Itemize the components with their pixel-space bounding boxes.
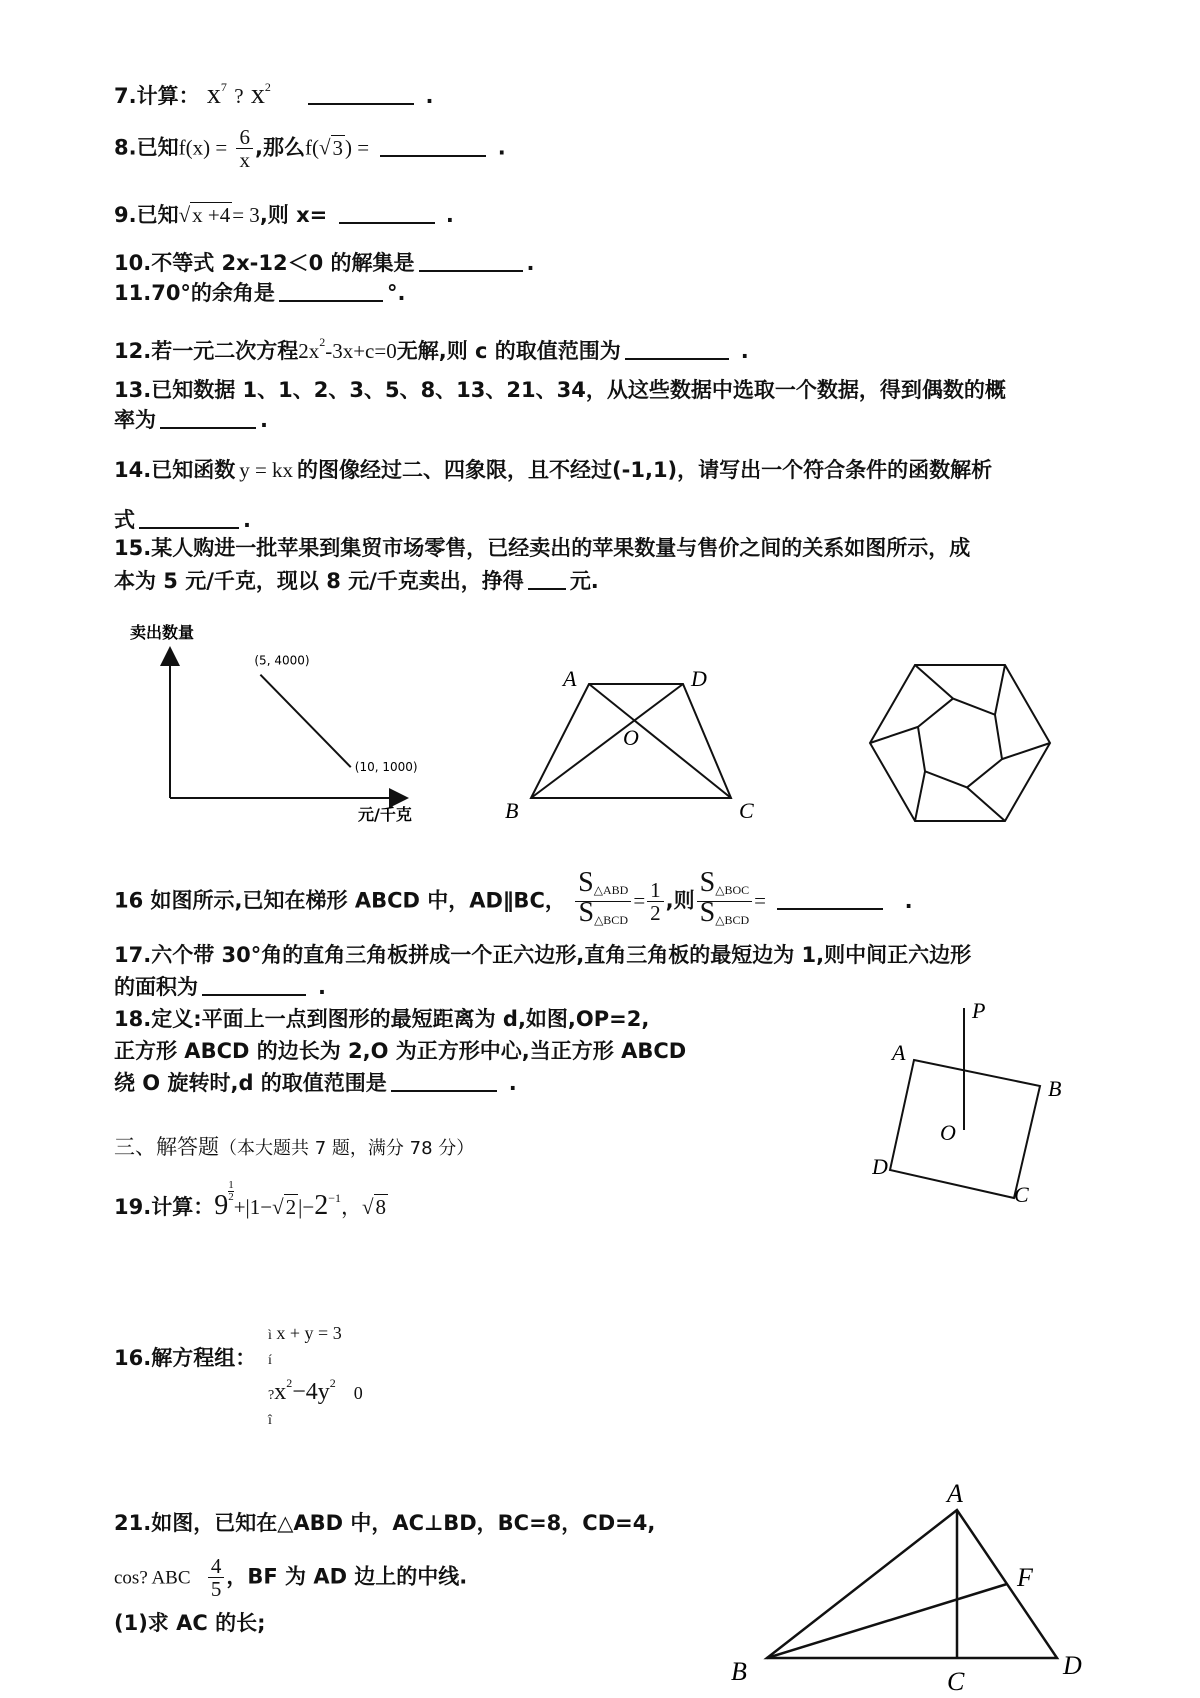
figure-trapezoid	[495, 670, 775, 830]
point-label: (10, 1000)	[354, 760, 418, 775]
radicand: 8	[375, 1195, 386, 1219]
question-11	[114, 278, 405, 308]
vertex-label-b: B	[1048, 1076, 1062, 1101]
question-14-line2	[114, 505, 251, 535]
question-number: 12.	[114, 339, 152, 363]
answer-blank	[777, 886, 883, 910]
question-label: 已知	[136, 135, 179, 160]
question-text: 如图所示,已知在梯形 ABCD 中，AD∥BC，	[150, 888, 566, 913]
figure-hexagon	[860, 648, 1060, 838]
figure-rotated-square	[872, 998, 1072, 1208]
question-19	[114, 1180, 388, 1222]
question-text: 绕 O 旋转时,d 的取值范围是	[114, 1071, 387, 1095]
point-label-c: C	[947, 1667, 965, 1694]
question-number: 21.	[114, 1511, 152, 1535]
question-text: 某人购进一批苹果到集贸市场零售，已经卖出的苹果数量与售价之间的关系如图所示，成	[151, 536, 971, 560]
fraction-denominator: x	[239, 148, 250, 172]
point-label-o: O	[940, 1120, 956, 1145]
equation-2-term: −4y	[292, 1379, 330, 1405]
math-expression: cos? ABC	[114, 1567, 191, 1589]
answer-blank	[625, 336, 729, 360]
inner-hexagon	[918, 699, 1002, 788]
point-label-p: P	[972, 998, 986, 1023]
median-bf	[767, 1584, 1007, 1658]
question-number: 16.	[114, 1346, 152, 1370]
answer-blank	[202, 972, 306, 996]
equation-2-exponent: 2	[329, 1376, 336, 1390]
question-end: .	[260, 408, 268, 432]
area-subscript: △ABD	[593, 883, 629, 897]
math-fraction	[208, 1555, 225, 1600]
point-label-f: F	[1017, 1563, 1033, 1592]
question-text: 已知数据 1、1、2、3、5、8、13、21、34，从这些数据中选取一个数据，得到偶数的概	[151, 378, 1006, 402]
question-text: 六个带 30°角的直角三角板拼成一个正六边形,直角三角板的最短边为 1,则中间正六边形	[151, 943, 972, 967]
triangle-edge	[915, 665, 953, 698]
triangle-edge	[995, 665, 1005, 715]
x-axis-label: 元/千克	[358, 805, 412, 824]
area-symbol: S	[699, 897, 716, 928]
vertex-label-a: A	[947, 1482, 963, 1508]
question-20	[114, 1343, 256, 1373]
question-12	[114, 327, 749, 366]
answer-blank	[380, 133, 486, 157]
question-text: 本为 5 元/千克，现以 8 元/千克卖出，挣得	[114, 569, 524, 593]
math-exponent: 7	[220, 80, 227, 94]
question-14	[114, 455, 992, 485]
question-21-line2	[114, 1555, 467, 1600]
question-number: 7.	[114, 84, 137, 108]
fraction-denominator	[575, 897, 631, 931]
fraction-denominator	[697, 897, 752, 931]
question-number: 19.	[114, 1195, 152, 1219]
question-text: ，BF 为 AD 边上的中线.	[226, 1564, 468, 1589]
math-expression: f(	[304, 135, 319, 160]
vertex-label-b: B	[505, 798, 519, 823]
question-18-line3	[114, 1068, 517, 1098]
hexagon-svg	[860, 648, 1060, 838]
math-expression: -3x+c=0	[325, 339, 397, 363]
question-end: .	[318, 975, 326, 999]
y-axis-label: 卖出数量	[130, 623, 195, 642]
question-number: 10.	[114, 251, 152, 275]
vertex-label-d: D	[691, 670, 707, 691]
vertex-label-a: A	[892, 1040, 906, 1065]
math-operator: ?	[234, 84, 244, 108]
math-base: x	[206, 79, 221, 110]
point-label-o: O	[623, 725, 639, 750]
exponent-denominator: 2	[228, 1191, 234, 1203]
math-exponent: 2	[319, 335, 326, 349]
question-17	[114, 940, 971, 970]
question-end: .	[445, 203, 454, 227]
equation-2-rhs: 0	[353, 1383, 363, 1403]
question-text: 正方形 ABCD 的边长为 2,O 为正方形中心,当正方形 ABCD	[114, 1039, 687, 1063]
question-text: 率为	[114, 408, 156, 432]
question-13-line2	[114, 405, 268, 435]
brace-part: ?	[268, 1388, 275, 1403]
question-number: 9.	[114, 203, 137, 227]
question-8	[114, 126, 506, 171]
question-text: 定义:平面上一点到图形的最短距离为 d,如图,OP=2,	[151, 1007, 650, 1031]
question-end: °.	[386, 281, 406, 305]
question-connector: ,则 x=	[259, 203, 328, 227]
question-end: .	[243, 508, 251, 532]
answer-blank	[139, 505, 239, 529]
math-exponent: −1	[328, 1191, 341, 1205]
fraction-denominator: 5	[210, 1577, 222, 1601]
question-label: 计算：	[136, 84, 200, 108]
radicand: 3	[332, 135, 343, 160]
question-18	[114, 1004, 649, 1034]
question-17-line2	[114, 972, 326, 1002]
vertex-label-d: D	[1063, 1651, 1082, 1680]
equals-sign: =	[754, 888, 766, 913]
question-21-part1	[114, 1608, 266, 1638]
math-exponent: 2	[264, 80, 271, 94]
question-text: 70°的余角是	[151, 281, 275, 305]
question-end: .	[508, 1071, 517, 1095]
system-row-1	[268, 1322, 363, 1347]
answer-blank	[528, 566, 566, 590]
question-number: 13.	[114, 378, 152, 402]
vertex-label-a: A	[563, 670, 577, 691]
question-number: 18.	[114, 1007, 152, 1031]
math-base: x	[250, 79, 265, 110]
triangle-edge	[915, 771, 925, 821]
question-number: 16	[114, 888, 144, 913]
question-end: .	[904, 888, 913, 913]
system-row-3	[268, 1372, 363, 1407]
fraction-numerator: 6	[236, 126, 253, 149]
half-fraction	[647, 879, 664, 924]
figure-sales-graph	[130, 620, 430, 825]
equation-1: x + y = 3	[276, 1323, 342, 1343]
triangle-outline	[767, 1510, 1057, 1658]
question-15-line2	[114, 566, 599, 596]
question-10	[114, 248, 535, 278]
equation-2-exponent: 2	[286, 1376, 293, 1390]
equals-sign: =	[633, 888, 646, 913]
section-note: （本大题共 7 题，满分 78 分）	[219, 1138, 475, 1159]
brace-part: î	[268, 1413, 272, 1428]
section-title: 三、解答题	[114, 1135, 219, 1159]
math-base: 2	[314, 1190, 329, 1221]
math-expression: ，	[340, 1195, 362, 1219]
question-text: 若一元二次方程	[151, 339, 299, 363]
area-subscript: △BCD	[594, 913, 628, 927]
math-expression: f(x) =	[178, 135, 228, 160]
triangle-edge	[967, 787, 1005, 820]
question-text: 的面积为	[114, 975, 198, 999]
question-text: (1)求 AC 的长;	[114, 1611, 266, 1635]
area-symbol: S	[699, 867, 716, 898]
question-9	[114, 200, 454, 230]
area-symbol: S	[578, 867, 594, 898]
question-number: 11.	[114, 281, 152, 305]
question-text: 的图像经过二、四象限，且不经过(-1,1)，请写出一个符合条件的函数解析	[297, 458, 993, 482]
answer-blank	[279, 278, 383, 302]
question-end: .	[497, 135, 506, 160]
trapezoid-svg	[495, 670, 775, 830]
math-expression: = 3	[232, 203, 260, 227]
ratio-fraction	[697, 867, 752, 931]
system-row-4	[268, 1407, 363, 1432]
ratio-fraction	[575, 867, 631, 931]
radical-sign: √	[361, 1195, 374, 1219]
fraction-numerator: 4	[208, 1555, 225, 1578]
math-fraction	[236, 126, 253, 171]
radicand: 2	[285, 1195, 297, 1219]
square-svg	[872, 998, 1072, 1208]
system-row-2	[268, 1347, 363, 1372]
area-symbol: S	[578, 897, 595, 928]
question-end: .	[425, 84, 434, 108]
question-text: 无解,则 c 的取值范围为	[396, 339, 621, 363]
math-expression: ) =	[345, 135, 370, 160]
question-end: .	[740, 339, 749, 363]
question-label: 已知	[136, 203, 179, 227]
answer-blank	[391, 1068, 497, 1092]
math-expression: +|1−	[233, 1195, 273, 1219]
question-number: 14.	[114, 458, 152, 482]
math-expression: |−	[298, 1195, 315, 1219]
brace-part: í	[268, 1353, 272, 1368]
question-text: 不等式 2x-12＜0 的解集是	[151, 251, 415, 275]
radicand: x +4	[192, 203, 231, 227]
question-18-line2	[114, 1036, 686, 1066]
question-number: 8.	[114, 135, 137, 160]
area-subscript: △BCD	[715, 913, 750, 927]
question-end: .	[526, 251, 535, 275]
triangle-svg	[725, 1482, 1115, 1694]
question-number: 17.	[114, 943, 152, 967]
math-expression: 2x	[298, 339, 320, 363]
radical-sign: √	[272, 1195, 284, 1219]
question-text: 如图，已知在△ABD 中，AC⊥BD，BC=8，CD=4,	[151, 1511, 656, 1535]
radical-sign: √	[178, 203, 191, 227]
figure-triangle	[725, 1482, 1115, 1694]
radical-sign: √	[318, 135, 331, 160]
vertex-label-c: C	[739, 798, 754, 823]
question-label: 计算：	[151, 1195, 215, 1219]
question-text: 元.	[569, 569, 599, 593]
question-text: 式	[114, 508, 135, 532]
question-label: 解方程组：	[151, 1346, 257, 1370]
fraction-denominator: 2	[650, 901, 661, 925]
math-base: 9	[214, 1190, 229, 1221]
math-expression: y = kx	[239, 458, 294, 482]
question-15	[114, 533, 970, 563]
question-16	[114, 867, 913, 931]
area-subscript: △BOC	[715, 883, 750, 897]
equation-2-term: x	[274, 1379, 287, 1405]
point-label: (5, 4000)	[254, 653, 310, 668]
question-connector: ,则	[665, 888, 695, 913]
vertex-label-d: D	[872, 1154, 888, 1179]
question-13	[114, 375, 1006, 405]
section-heading	[114, 1132, 474, 1164]
vertex-label-c: C	[1014, 1182, 1029, 1207]
question-connector: ,那么	[254, 135, 305, 160]
answer-blank	[339, 200, 435, 224]
answer-blank	[160, 405, 256, 429]
question-21	[114, 1508, 655, 1538]
question-number: 15.	[114, 536, 152, 560]
answer-blank	[308, 81, 414, 105]
exponent-numerator: 1	[228, 1179, 234, 1191]
vertex-label-b: B	[731, 1657, 747, 1686]
outer-hexagon	[870, 665, 1050, 821]
answer-blank	[419, 248, 523, 272]
fraction-numerator: 1	[647, 879, 664, 902]
brace-part: ì	[268, 1328, 272, 1343]
series-line	[260, 675, 350, 768]
question-text: 已知函数	[151, 458, 236, 482]
equation-system	[268, 1322, 363, 1432]
question-7	[114, 72, 433, 111]
sales-graph-svg	[130, 620, 430, 825]
